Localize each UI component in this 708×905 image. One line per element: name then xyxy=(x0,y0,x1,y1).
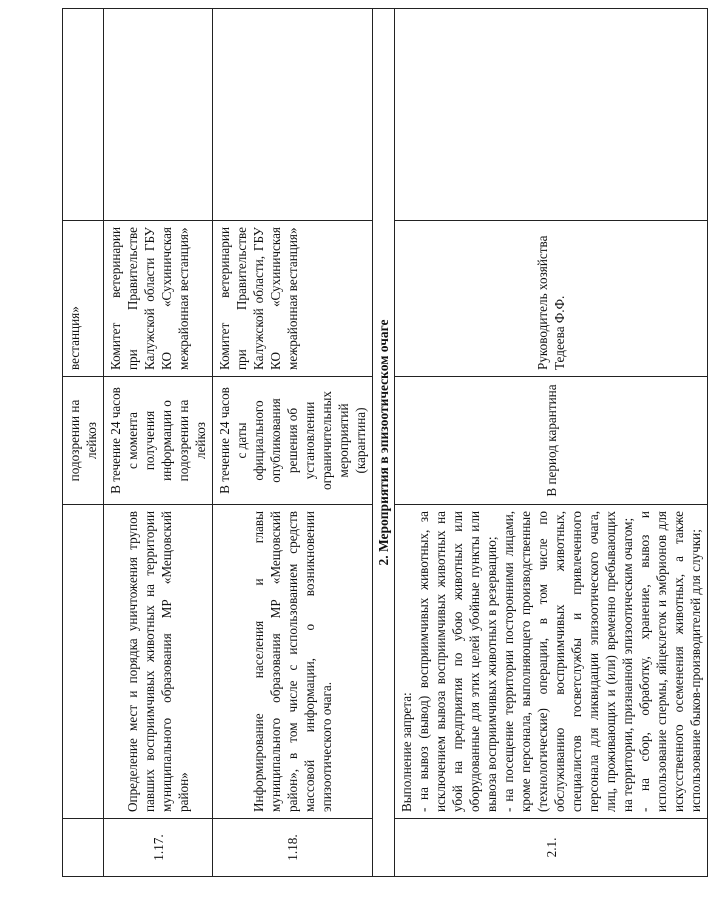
row-responsible: Комитет ветеринарии при Правительстве Калужской области ГБУ КО «Сухиничская межрайонная вестанция» xyxy=(104,221,213,377)
row-executor xyxy=(104,9,213,221)
section-title: 2. Мероприятия в эпизоотическом очаге xyxy=(373,9,395,877)
row-executor xyxy=(213,9,373,221)
cell-continued-num xyxy=(63,819,104,877)
table-row-continued xyxy=(63,9,104,877)
row-term: В период карантина xyxy=(395,377,708,505)
section-header-row xyxy=(373,9,395,877)
row-measure: Информирование населения и главы муниципального образования МР «Мещовский район», в том числе с использованием средств массовой информации, о возникновении эпизоотического очага. xyxy=(213,505,373,819)
cell-continued-measure xyxy=(63,505,104,819)
row-number: 1.17. xyxy=(104,819,213,877)
table-row-1-17 xyxy=(104,9,213,877)
row-term: В течение 24 часов с момента получения информации о подозрении на лейкоз xyxy=(104,377,213,505)
table-row-2-1 xyxy=(395,9,708,877)
measure-item: - на вывоз (вывод) восприимчивых животных, за исключением вывоза восприимчивых животных на убой на предприятия по убою животных или оборудованные для этих целей убойные пункты или вывоза восприимчивых животных в резервацию; xyxy=(416,511,499,812)
cell-continued-term: подозрении на лейкоз xyxy=(63,377,104,505)
row-number: 1.18. xyxy=(213,819,373,877)
row-measure: Определение мест и порядка уничтожения трупов павших восприимчивых животных на территории муниципального образования МР «Мещовский район» xyxy=(104,505,213,819)
cell-continued-responsible: вестанция» xyxy=(63,221,104,377)
row-executor xyxy=(395,9,708,221)
measure-intro: Выполнение запрета: xyxy=(399,692,414,812)
measures-table xyxy=(62,8,708,877)
measure-item: - на сбор, обработку, хранение, вывоз и использование спермы, яйцеклеток и эмбрионов для искусственного осеменения животных, а также использование быков-производителей для случки; xyxy=(637,511,703,812)
row-responsible: Руководитель хозяйства Тедеева Ф.Ф. xyxy=(395,221,708,377)
row-responsible: Комитет ветеринарии при Правительстве Калужской области, ГБУ КО «Сухиничская межрайонная вестанция» xyxy=(213,221,373,377)
cell-continued-executor xyxy=(63,9,104,221)
measure-item: - на посещение территории посторонними лицами, кроме персонала, выполняющего производственные (технологические) операции, в том числе по обслуживанию восприимчивых животных, специалистов госветслужбы и привлеченного персонала для ликвидации эпизоотического очага, лиц, проживающих и (или) временно пребывающих на территории, признанной эпизоотическим очагом; xyxy=(501,511,635,812)
row-term: В течение 24 часов с даты официального опубликования решения об установлении ограничительных мероприятий (карантина) xyxy=(213,377,373,505)
row-measure-list xyxy=(395,505,708,819)
row-number: 2.1. xyxy=(395,819,708,877)
table-row-1-18 xyxy=(213,9,373,877)
